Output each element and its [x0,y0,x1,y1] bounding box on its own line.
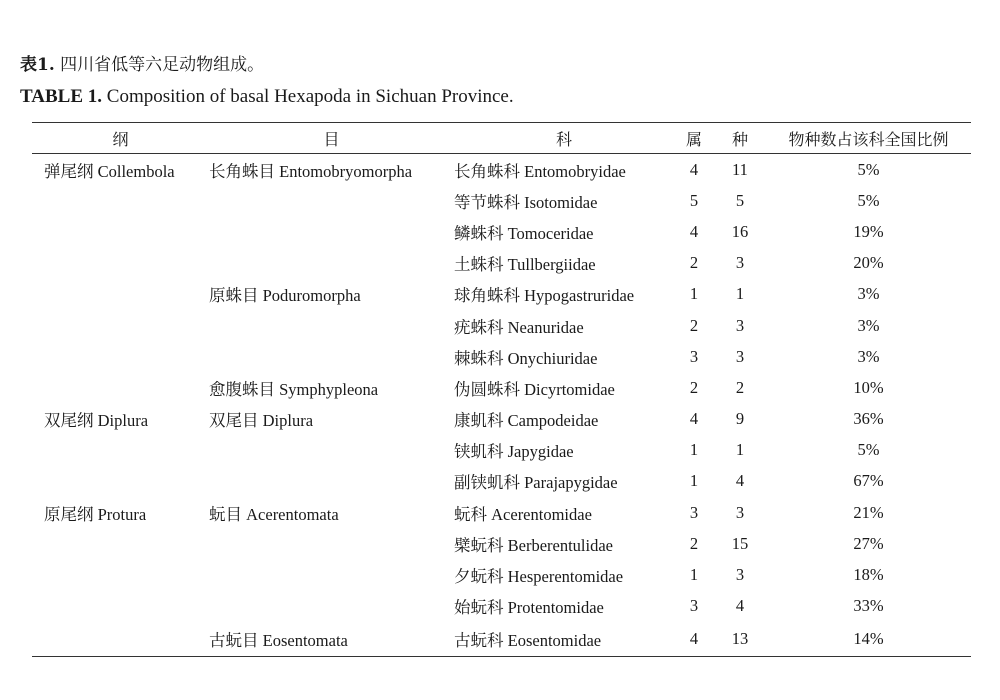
cell-family: 棘蛛科 Onychiuridae [454,348,598,368]
table-row [32,466,971,497]
cell-genera: 2 [689,253,699,273]
cell-species: 4 [735,596,745,616]
cell-order [209,559,454,590]
cell-species: 5 [735,190,745,210]
cell-family: 铗虮科 Japygidae [454,442,574,462]
cell-species: 3 [735,315,745,335]
cell-species: 15 [731,533,749,553]
cell-family: 土蛛科 Tullbergiidae [454,255,596,275]
cell-class [32,591,209,622]
cell-genera: 2 [689,377,699,397]
cell-genera: 2 [689,315,699,335]
cell-species: 3 [735,502,745,522]
cell-order [209,435,454,466]
table-row [32,528,971,559]
cell-species: 11 [732,159,748,179]
cell-family: 檗蚖科 Berberentulidae [454,535,613,555]
cell-ratio: 27% [853,533,884,553]
cell-order: 原蛛目 Poduromorpha [209,286,361,306]
composition-table [32,122,971,657]
cell-family: 球角蛛科 Hypogastruridae [454,286,635,306]
cell-genera: 4 [689,221,699,241]
cell-genera: 4 [689,409,699,429]
cell-ratio: 3% [857,284,880,304]
cell-species: 2 [735,377,745,397]
table-body [32,154,971,657]
cell-class [32,622,209,657]
cell-family: 长角蛛科 Entomobryidae [454,161,626,181]
table-row [32,404,971,435]
cell-order [209,248,454,279]
table-row [32,591,971,622]
cell-ratio: 10% [853,377,884,397]
cell-order: 愈腹蛛目 Symphypleona [209,379,379,399]
cell-order [209,466,454,497]
cell-class: 双尾纲 Diplura [44,411,149,431]
cell-order [209,185,454,216]
cell-class [32,185,209,216]
cell-ratio: 36% [853,409,884,429]
cell-species: 1 [735,284,745,304]
cell-genera: 4 [674,622,714,657]
caption-cn-label: 表1. [20,55,55,75]
cell-family: 夕蚖科 Hesperentomidae [454,567,624,587]
cell-class [32,528,209,559]
cell-class [32,216,209,247]
cell-order: 蚖目 Acerentomata [209,504,339,524]
cell-family: 古蚖科 Eosentomidae [454,622,674,657]
cell-family: 始蚖科 Protentomidae [454,598,604,618]
header-family: 科 [454,123,674,154]
cell-ratio: 67% [853,471,884,491]
cell-species: 4 [735,471,745,491]
table-row [32,154,971,186]
header-species: 种 [714,123,766,154]
table-row [32,622,971,657]
table-row [32,559,971,590]
cell-order: 古蚖目 Eosentomata [209,622,454,657]
cell-class [32,310,209,341]
cell-species: 13 [714,622,766,657]
cell-species: 3 [735,253,745,273]
header-row [32,123,971,154]
cell-genera: 1 [689,284,699,304]
cell-class [32,341,209,372]
table-row [32,185,971,216]
header-genera: 属 [674,123,714,154]
cell-family: 疣蛛科 Neanuridae [454,317,584,337]
cell-order [209,341,454,372]
cell-genera: 3 [689,596,699,616]
cell-family: 康虮科 Campodeidae [454,411,599,431]
cell-class [32,372,209,403]
cell-ratio: 14% [766,622,971,657]
caption-cn-text: 四川省低等六足动物组成。 [60,55,265,75]
table-row [32,279,971,310]
cell-family: 鳞蛛科 Tomoceridae [454,223,594,243]
table-row [32,372,971,403]
cell-species: 3 [735,565,745,585]
cell-species: 16 [731,221,749,241]
cell-order: 长角蛛目 Entomobryomorpha [209,161,413,181]
cell-genera: 1 [689,471,699,491]
cell-genera: 4 [689,159,699,179]
cell-ratio: 5% [857,440,880,460]
cell-order [209,310,454,341]
cell-class [32,435,209,466]
table-row [32,216,971,247]
table-row [32,497,971,528]
cell-genera: 1 [689,565,699,585]
cell-order [209,528,454,559]
cell-order [209,216,454,247]
cell-family: 蚖科 Acerentomidae [454,504,592,524]
cell-family: 伪圆蛛科 Dicyrtomidae [454,379,615,399]
cell-ratio: 3% [857,346,880,366]
cell-ratio: 18% [853,565,884,585]
cell-family: 等节蛛科 Isotomidae [454,192,598,212]
caption-en-label: TABLE 1. [20,86,103,107]
cell-class [32,279,209,310]
table-row [32,248,971,279]
cell-ratio: 19% [853,221,884,241]
cell-ratio: 5% [857,190,880,210]
cell-genera: 5 [689,190,699,210]
cell-class: 弹尾纲 Collembola [44,161,175,181]
caption-chinese [20,50,264,75]
cell-class [32,559,209,590]
cell-ratio: 3% [857,315,880,335]
cell-ratio: 5% [857,159,880,179]
cell-order: 双尾目 Diplura [209,411,314,431]
cell-species: 3 [735,346,745,366]
header-class: 纲 [32,123,209,154]
cell-class: 原尾纲 Protura [44,504,147,524]
cell-genera: 2 [689,533,699,553]
cell-genera: 3 [689,346,699,366]
cell-family: 副铗虮科 Parajapygidae [454,473,618,493]
cell-genera: 1 [689,440,699,460]
cell-ratio: 33% [853,596,884,616]
cell-species: 1 [735,440,745,460]
cell-genera: 3 [689,502,699,522]
table-row [32,310,971,341]
cell-ratio: 20% [853,253,884,273]
table-row [32,435,971,466]
cell-class [32,466,209,497]
cell-species: 9 [735,409,745,429]
cell-order [209,591,454,622]
table-row [32,341,971,372]
header-order: 目 [209,123,454,154]
cell-class [32,248,209,279]
header-ratio: 物种数占该科全国比例 [766,123,971,154]
caption-english [20,86,514,108]
caption-en-text: Composition of basal Hexapoda in Sichuan Province. [106,86,514,107]
cell-ratio: 21% [853,502,884,522]
